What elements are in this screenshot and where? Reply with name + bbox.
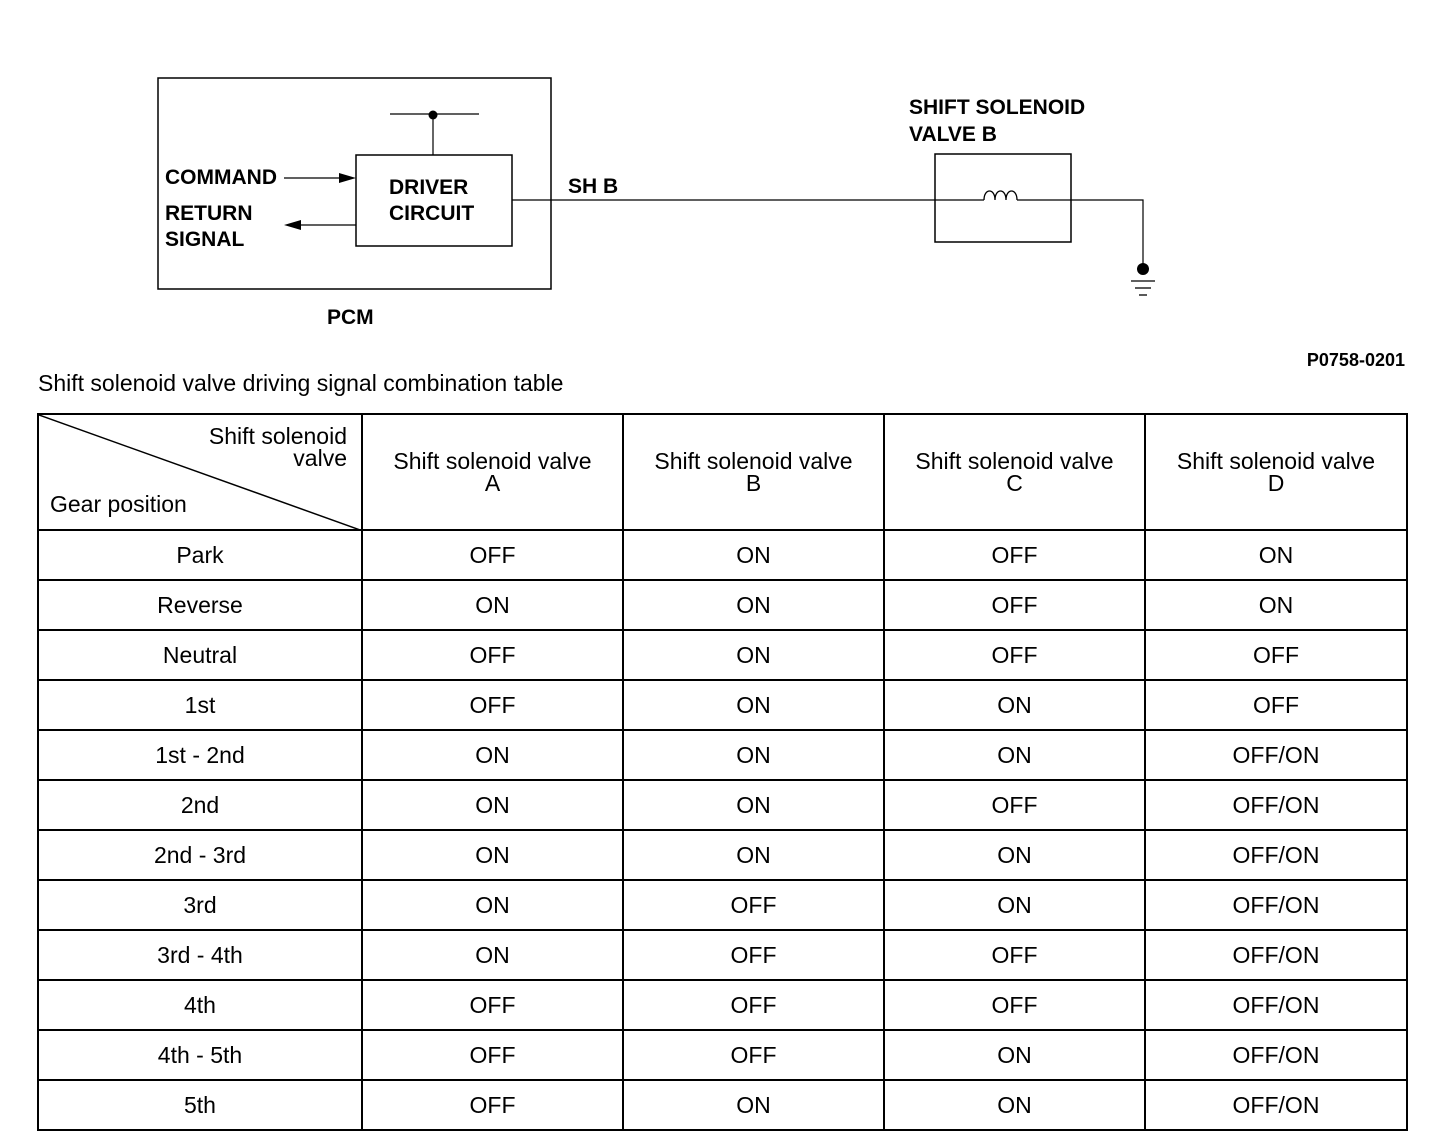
corner-valve-line2: valve <box>293 445 347 471</box>
solenoid-label-line2: VALVE B <box>909 123 997 146</box>
table-title: Shift solenoid valve driving signal combination table <box>38 370 564 396</box>
table-row <box>38 580 1407 630</box>
value-cell: OFF <box>884 930 1145 980</box>
value-cell: OFF/ON <box>1145 930 1407 980</box>
column-header-c <box>884 414 1145 530</box>
column-header-b <box>623 414 884 530</box>
circuit-diagram <box>0 0 1456 400</box>
value-cell: OFF <box>362 1030 623 1080</box>
pcm-label: PCM <box>327 306 374 329</box>
table-row <box>38 1030 1407 1080</box>
value-cell: ON <box>623 780 884 830</box>
solenoid-box <box>935 154 1071 242</box>
value-cell: ON <box>884 880 1145 930</box>
gear-cell: 1st <box>38 680 362 730</box>
command-arrow-icon <box>339 173 356 183</box>
table-row <box>38 880 1407 930</box>
driver-circuit-label-line1: DRIVER <box>389 176 469 199</box>
combination-table <box>37 413 1408 1131</box>
table-row <box>38 830 1407 880</box>
gear-cell: Park <box>38 530 362 580</box>
value-cell: ON <box>884 1080 1145 1130</box>
return-arrow-icon <box>284 220 301 230</box>
table-row <box>38 780 1407 830</box>
value-cell: ON <box>884 1030 1145 1080</box>
value-cell: ON <box>623 830 884 880</box>
command-label: COMMAND <box>165 166 277 189</box>
corner-cell <box>38 414 362 530</box>
value-cell: OFF/ON <box>1145 1080 1407 1130</box>
value-cell: OFF <box>362 680 623 730</box>
value-cell: OFF <box>623 880 884 930</box>
value-cell: ON <box>362 730 623 780</box>
table-row <box>38 980 1407 1030</box>
table-row <box>38 680 1407 730</box>
gear-cell: 2nd - 3rd <box>38 830 362 880</box>
table-row <box>38 730 1407 780</box>
value-cell: OFF/ON <box>1145 1030 1407 1080</box>
value-cell: OFF <box>884 630 1145 680</box>
table-row <box>38 1080 1407 1130</box>
value-cell: ON <box>1145 580 1407 630</box>
gear-cell: Neutral <box>38 630 362 680</box>
value-cell: ON <box>623 630 884 680</box>
value-cell: OFF <box>884 780 1145 830</box>
power-node <box>429 111 438 120</box>
wire-label: SH B <box>568 175 619 198</box>
value-cell: ON <box>884 680 1145 730</box>
return-signal-label-line2: SIGNAL <box>165 228 245 251</box>
column-header-a-line2: A <box>484 470 501 496</box>
value-cell: OFF <box>1145 630 1407 680</box>
ground-icon <box>1131 281 1155 295</box>
gear-cell: 5th <box>38 1080 362 1130</box>
gear-cell: 3rd <box>38 880 362 930</box>
value-cell: OFF <box>362 1080 623 1130</box>
column-header-c-line1: Shift solenoid valve <box>915 448 1114 474</box>
value-cell: OFF <box>884 980 1145 1030</box>
value-cell: OFF <box>623 980 884 1030</box>
gear-cell: 4th <box>38 980 362 1030</box>
value-cell: OFF <box>884 580 1145 630</box>
column-header-a <box>362 414 623 530</box>
ground-node <box>1137 263 1149 275</box>
driver-circuit-box <box>356 155 512 246</box>
value-cell: ON <box>623 680 884 730</box>
value-cell: ON <box>884 830 1145 880</box>
value-cell: OFF <box>362 530 623 580</box>
table-row <box>38 930 1407 980</box>
ground-wire <box>1017 200 1143 268</box>
value-cell: OFF/ON <box>1145 730 1407 780</box>
table-row <box>38 530 1407 580</box>
value-cell: ON <box>1145 530 1407 580</box>
value-cell: ON <box>623 1080 884 1130</box>
value-cell: ON <box>362 880 623 930</box>
column-header-d <box>1145 414 1407 530</box>
driver-circuit-label-line2: CIRCUIT <box>389 202 475 225</box>
solenoid-label-line1: SHIFT SOLENOID <box>909 96 1086 119</box>
column-header-d-line1: Shift solenoid valve <box>1176 448 1376 474</box>
table-row <box>38 630 1407 680</box>
gear-cell: Reverse <box>38 580 362 630</box>
column-header-b-line1: Shift solenoid valve <box>654 448 853 474</box>
table-header-row <box>38 414 1407 530</box>
value-cell: OFF <box>362 980 623 1030</box>
value-cell: ON <box>623 530 884 580</box>
column-header-b-line2: B <box>745 470 762 496</box>
column-header-d-line2: D <box>1267 470 1285 496</box>
value-cell: OFF <box>1145 680 1407 730</box>
value-cell: OFF <box>362 630 623 680</box>
value-cell: ON <box>362 780 623 830</box>
value-cell: ON <box>623 580 884 630</box>
gear-cell: 2nd <box>38 780 362 830</box>
gear-cell: 4th - 5th <box>38 1030 362 1080</box>
value-cell: ON <box>362 930 623 980</box>
value-cell: OFF/ON <box>1145 780 1407 830</box>
corner-valve-line1: Shift solenoid <box>208 423 347 449</box>
value-cell: ON <box>623 730 884 780</box>
value-cell: OFF <box>884 530 1145 580</box>
figure-id: P0758-0201 <box>1306 350 1405 370</box>
value-cell: OFF/ON <box>1145 980 1407 1030</box>
value-cell: OFF <box>623 930 884 980</box>
value-cell: ON <box>884 730 1145 780</box>
gear-cell: 1st - 2nd <box>38 730 362 780</box>
gear-cell: 3rd - 4th <box>38 930 362 980</box>
corner-gear-label: Gear position <box>50 491 187 517</box>
value-cell: OFF/ON <box>1145 830 1407 880</box>
value-cell: OFF/ON <box>1145 880 1407 930</box>
value-cell: ON <box>362 830 623 880</box>
value-cell: OFF <box>623 1030 884 1080</box>
coil-icon <box>984 191 1017 200</box>
column-header-c-line2: C <box>1006 470 1023 496</box>
corner-valve-label <box>209 425 347 469</box>
return-signal-label-line1: RETURN <box>165 202 253 225</box>
value-cell: ON <box>362 580 623 630</box>
column-header-a-line1: Shift solenoid valve <box>393 448 592 474</box>
